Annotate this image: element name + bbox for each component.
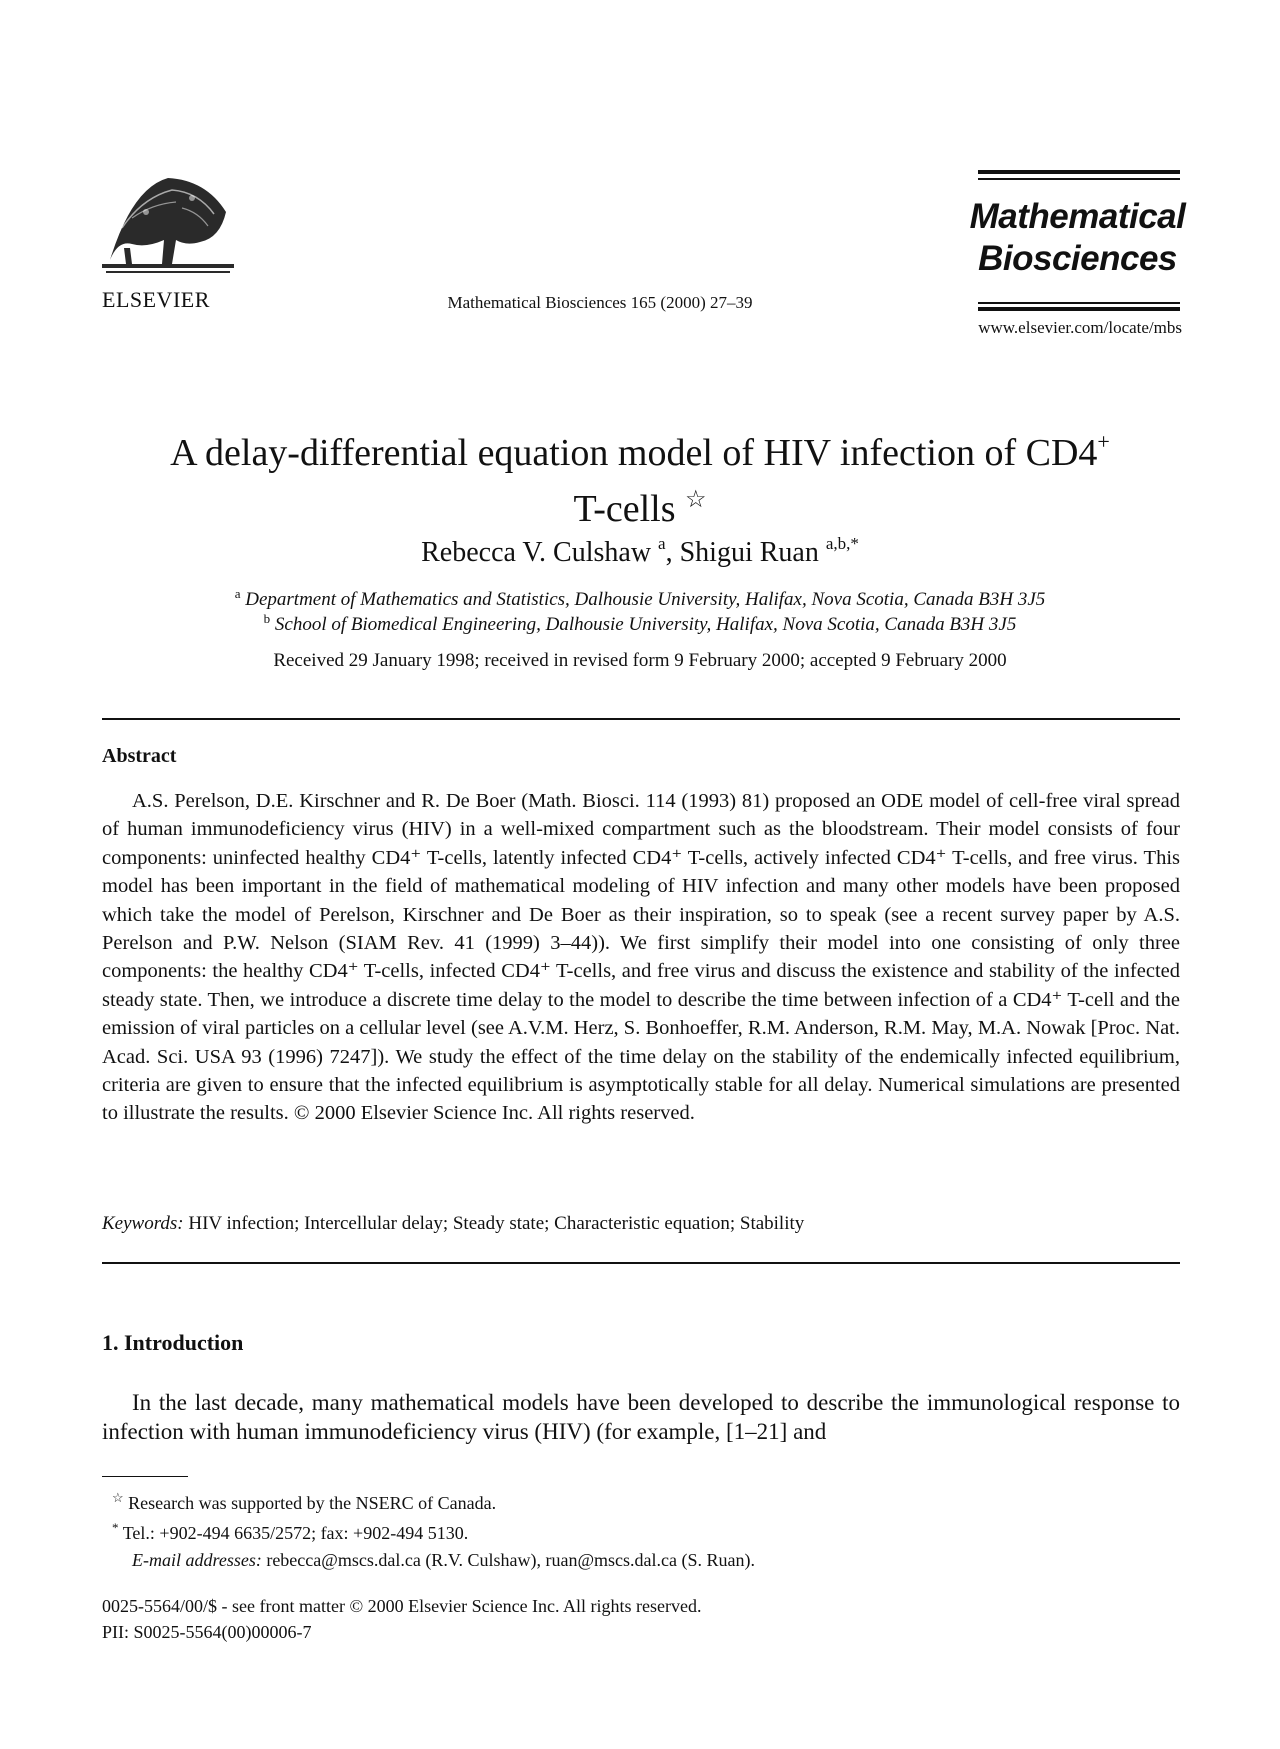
keywords-list: HIV infection; Intercellular delay; Steady state; Characteristic equation; Stability bbox=[188, 1213, 805, 1234]
footnote-text: Research was supported by the NSERC of Canada. bbox=[128, 1493, 497, 1513]
title-superscript: + bbox=[1097, 429, 1110, 454]
publisher-tree-logo bbox=[102, 168, 234, 278]
keywords bbox=[102, 1213, 1180, 1235]
email-label: E-mail addresses: bbox=[132, 1550, 262, 1570]
journal-name-line2: Biosciences bbox=[978, 239, 1177, 278]
affiliation-text: Department of Mathematics and Statistics, Dalhousie University, Halifax, Nova Scotia, Canada B3H 3J5 bbox=[245, 589, 1046, 610]
title-text-continued: T-cells bbox=[573, 488, 676, 530]
article-title bbox=[90, 418, 1190, 533]
journal-rule bbox=[978, 178, 1180, 180]
asterisk-footnote-mark: * bbox=[112, 1520, 119, 1535]
affiliation-mark: a bbox=[234, 586, 241, 601]
author-affiliation-mark: a bbox=[658, 534, 666, 553]
footnote-divider bbox=[102, 1476, 188, 1477]
abstract-heading: Abstract bbox=[102, 745, 177, 767]
journal-url[interactable]: www.elsevier.com/locate/mbs bbox=[978, 318, 1182, 337]
affiliation-text: School of Biomedical Engineering, Dalhousie University, Halifax, Nova Scotia, Canada B3H 3J5 bbox=[274, 614, 1017, 635]
journal-name-line1: Mathematical bbox=[969, 197, 1186, 236]
email-addresses[interactable]: rebecca@mscs.dal.ca (R.V. Culshaw), ruan@mscs.dal.ca (S. Ruan). bbox=[266, 1550, 756, 1570]
keywords-label: Keywords: bbox=[102, 1213, 184, 1234]
section-divider bbox=[102, 1262, 1180, 1264]
star-footnote-icon[interactable]: ☆ bbox=[685, 487, 707, 513]
pii-line: PII: S0025-5564(00)00006-7 bbox=[102, 1622, 312, 1642]
author-separator: , bbox=[665, 537, 680, 568]
footnote bbox=[112, 1490, 1172, 1514]
footnote-text: Tel.: +902-494 6635/2572; fax: +902-494 5130. bbox=[122, 1523, 469, 1543]
star-footnote-icon: ☆ bbox=[112, 1490, 124, 1505]
journal-rule bbox=[978, 170, 1180, 174]
journal-rule bbox=[978, 307, 1180, 311]
publisher-name: ELSEVIER bbox=[102, 287, 210, 312]
journal-citation: Mathematical Biosciences 165 (2000) 27–39 bbox=[447, 293, 753, 312]
author-affiliation-mark: a,b,* bbox=[825, 534, 859, 553]
author-name: Rebecca V. Culshaw bbox=[421, 537, 652, 568]
journal-rule bbox=[978, 302, 1180, 304]
affiliation bbox=[90, 611, 1190, 636]
affiliation-mark: b bbox=[263, 611, 271, 626]
section-heading: 1. Introduction bbox=[102, 1330, 244, 1355]
abstract-body: A.S. Perelson, D.E. Kirschner and R. De Boer (Math. Biosci. 114 (1993) 81) proposed an ODE model of cell-free viral spread of human immunodeficiency virus (HIV) in a well-mixed compartment such as the bloodstream. Their model consists of four components: uninfected healthy CD4⁺ T-cells, latently infected CD4⁺ T-cells, actively infected CD4⁺ T-cells, and free virus. This model has been important in the field of mathematical modeling of HIV infection and many other models have been proposed which take the model of Perelson, Kirschner and De Boer as their inspiration, so to speak (see a recent survey paper by A.S. Perelson and P.W. Nelson (SIAM Rev. 41 (1999) 3–44)). We first simplify their model into one consisting of only three components: the healthy CD4⁺ T-cells, infected CD4⁺ T-cells, and free virus and discuss the existence and stability of the infected steady state. Then, we introduce a discrete time delay to the model to describe the time between infection of a CD4⁺ T-cell and the emission of viral particles on a cellular level (see A.V.M. Herz, S. Bonhoeffer, R.M. Anderson, R.M. May, M.A. Nowak [Proc. Nat. Acad. Sci. USA 93 (1996) 7247]). We study the effect of the time delay on the stability of the endemically infected equilibrium, criteria are given to ensure that the infected equilibrium is asymptotically stable for all delay. Numerical simulations are presented to illustrate the results. © 2000 Elsevier Science Inc. All rights reserved. bbox=[102, 790, 1180, 1125]
author-list bbox=[90, 534, 1190, 569]
section-divider bbox=[102, 718, 1180, 720]
affiliation bbox=[90, 586, 1190, 611]
title-text: A delay-differential equation model of HIV infection of CD4 bbox=[170, 432, 1098, 474]
received-dates: Received 29 January 1998; received in revised form 9 February 2000; accepted 9 February 2000 bbox=[273, 650, 1007, 671]
author-name: Shigui Ruan bbox=[679, 537, 819, 568]
journal-name bbox=[965, 196, 1190, 280]
issn-line: 0025-5564/00/$ - see front matter © 2000 Elsevier Science Inc. All rights reserved. bbox=[102, 1596, 702, 1616]
footnote-email bbox=[132, 1550, 1172, 1571]
section-body: In the last decade, many mathematical models have been developed to describe the immunological response to infection with human immunodeficiency virus (HIV) (for example, [1–21] and bbox=[102, 1390, 1180, 1444]
footnote bbox=[112, 1520, 1172, 1544]
